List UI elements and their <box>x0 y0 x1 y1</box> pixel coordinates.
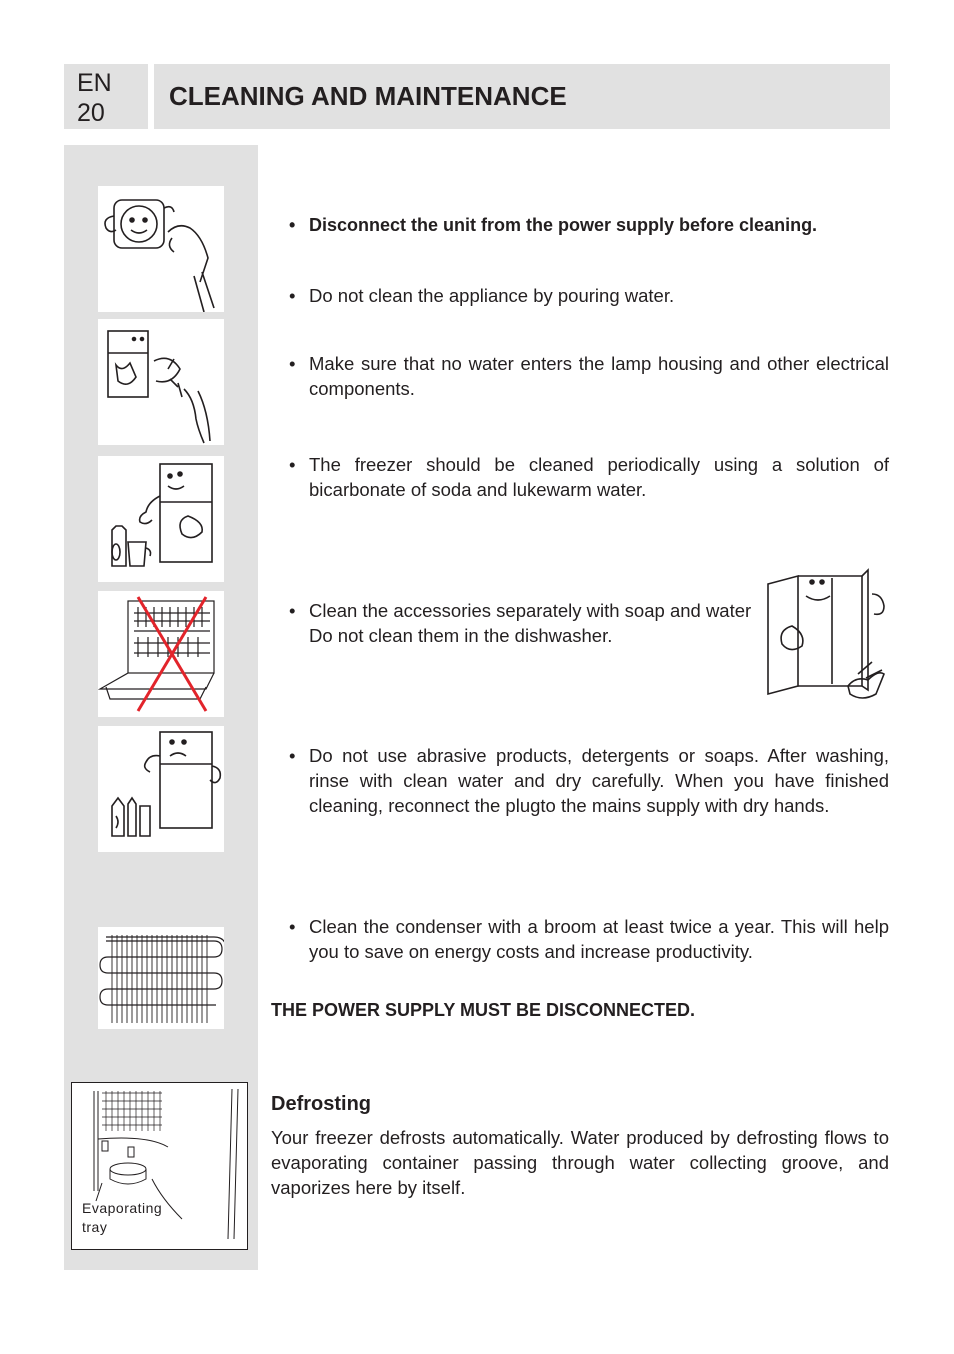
unplug-illustration <box>98 186 224 312</box>
condenser-illustration <box>98 927 224 1029</box>
dishwasher-crossed-icon <box>98 591 224 717</box>
evaporating-tray-label: Evaporating tray <box>82 1200 163 1235</box>
bullet-accessories: • Clean the accessories separately with soap and water Do not clean them in the dishwasher. <box>287 598 757 648</box>
section-title: CLEANING AND MAINTENANCE <box>169 81 567 111</box>
section-header <box>154 64 890 129</box>
open-fridge-icon <box>762 566 892 708</box>
no-dishwasher-illustration <box>98 591 224 717</box>
defrosting-paragraph: Your freezer defrosts automatically. Water produced by defrosting flows to evaporating container passing through water collecting groove, and vaporizes here by itself. <box>271 1127 889 1198</box>
unplug-hand-icon <box>98 186 224 312</box>
fridge-cleaning-icon <box>98 456 224 582</box>
no-abrasive-illustration <box>98 726 224 852</box>
bullet-abrasive: • Do not use abrasive products, detergents or soaps. After washing, rinse with clean water and dry carefully. When you have finished cleaning, reconnect the plugto the mains supply with dry hands. <box>287 743 889 818</box>
condenser-coil-icon <box>98 927 224 1029</box>
power-warning: THE POWER SUPPLY MUST BE DISCONNECTED. <box>271 1000 696 1020</box>
bullet-bicarbonate: • The freezer should be cleaned periodically using a solution of bicarbonate of soda and lukewarm water. <box>287 452 889 502</box>
defrosting-heading: Defrosting <box>271 1093 371 1115</box>
accessories-cleaning-illustration <box>762 566 892 708</box>
evaporating-tray-figure <box>71 1082 248 1250</box>
language-code: EN <box>77 69 112 97</box>
fridge-abrasive-icon <box>98 726 224 852</box>
bullet-condenser: • Clean the condenser with a broom at least twice a year. This will help you to save on energy costs and increase productivity. <box>287 914 889 964</box>
bullet-lamp-housing: • Make sure that no water enters the lamp housing and other electrical components. <box>287 351 889 401</box>
bullet-disconnect: • Disconnect the unit from the power supply before cleaning. <box>287 213 889 238</box>
language-page-badge <box>64 64 148 129</box>
page-number: 20 <box>77 99 105 127</box>
bullet-no-pouring-water: • Do not clean the appliance by pouring water. <box>287 283 889 308</box>
no-pouring-water-illustration <box>98 319 224 445</box>
cleaning-solution-illustration <box>98 456 224 582</box>
fridge-water-icon <box>98 319 224 445</box>
